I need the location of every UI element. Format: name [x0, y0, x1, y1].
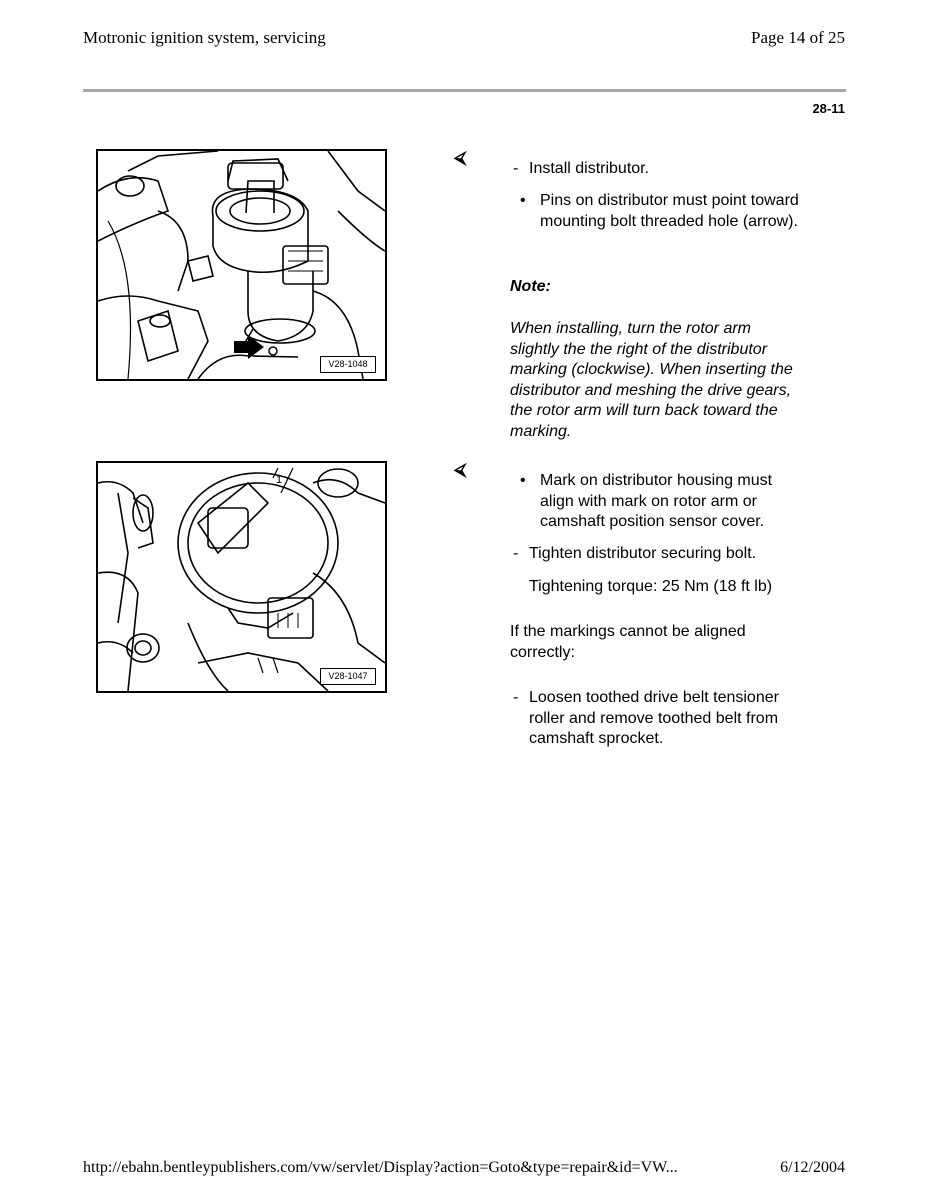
distributor-alignment-illustration: [98, 463, 385, 691]
note-body: [510, 319, 845, 442]
note-line: the rotor arm will turn back toward the: [510, 402, 778, 419]
dash-marker: -: [513, 689, 519, 706]
install-distributor-step: Install distributor.: [529, 160, 650, 177]
section-number: 28-11: [812, 101, 845, 116]
loosen-line: roller and remove toothed belt from: [529, 709, 779, 727]
mark-line: align with mark on rotor arm or: [540, 492, 757, 510]
mark-line: Mark on distributor housing must: [540, 472, 773, 489]
bullet-marker: •: [520, 192, 526, 209]
loosen-line: camshaft sprocket.: [529, 730, 664, 747]
condition-line: If the markings cannot be aligned: [510, 623, 746, 640]
callout-number: 1: [276, 474, 283, 486]
figure-distributor-install: [96, 149, 387, 381]
header-divider: [83, 89, 846, 92]
tightening-torque: Tightening torque: 25 Nm (18 ft lb): [529, 578, 773, 595]
alignment-condition: [510, 622, 840, 663]
pointer-icon: ⮘: [454, 148, 467, 168]
note-heading: Note:: [510, 278, 551, 295]
bullet-marker: •: [520, 472, 526, 489]
condition-line: correctly:: [510, 643, 575, 661]
dash-marker: -: [513, 160, 519, 177]
tighten-bolt-step: Tighten distributor securing bolt.: [529, 545, 757, 562]
note-line: slightly the the right of the distributor: [510, 340, 768, 358]
figure-distributor-alignment: [96, 461, 387, 693]
source-url: http://ebahn.bentleypublishers.com/vw/servlet/Display?action=Goto&type=repair&id=VW...: [83, 1159, 678, 1176]
note-line: marking (clockwise). When inserting the: [510, 361, 793, 378]
document-title: Motronic ignition system, servicing: [83, 28, 326, 47]
pins-instruction: Pins on distributor must point toward mounting bolt threaded hole (arrow).: [540, 192, 799, 230]
note-line: marking.: [510, 422, 572, 440]
note-line: distributor and meshing the drive gears,: [510, 381, 792, 399]
loosen-belt-step: [529, 688, 844, 750]
mark-alignment-instruction: [540, 471, 840, 533]
note-line: When installing, turn the rotor arm: [510, 320, 751, 337]
figure-label: V28-1047: [320, 668, 376, 685]
figure-label: V28-1048: [320, 356, 376, 373]
page-number: Page 14 of 25: [751, 28, 845, 47]
print-date: 6/12/2004: [780, 1159, 845, 1176]
pointer-icon: ⮘: [454, 460, 467, 480]
mark-line: camshaft position sensor cover.: [540, 513, 765, 530]
dash-marker: -: [513, 545, 519, 562]
loosen-line: Loosen toothed drive belt tensioner: [529, 689, 779, 706]
distributor-illustration: [98, 151, 385, 379]
